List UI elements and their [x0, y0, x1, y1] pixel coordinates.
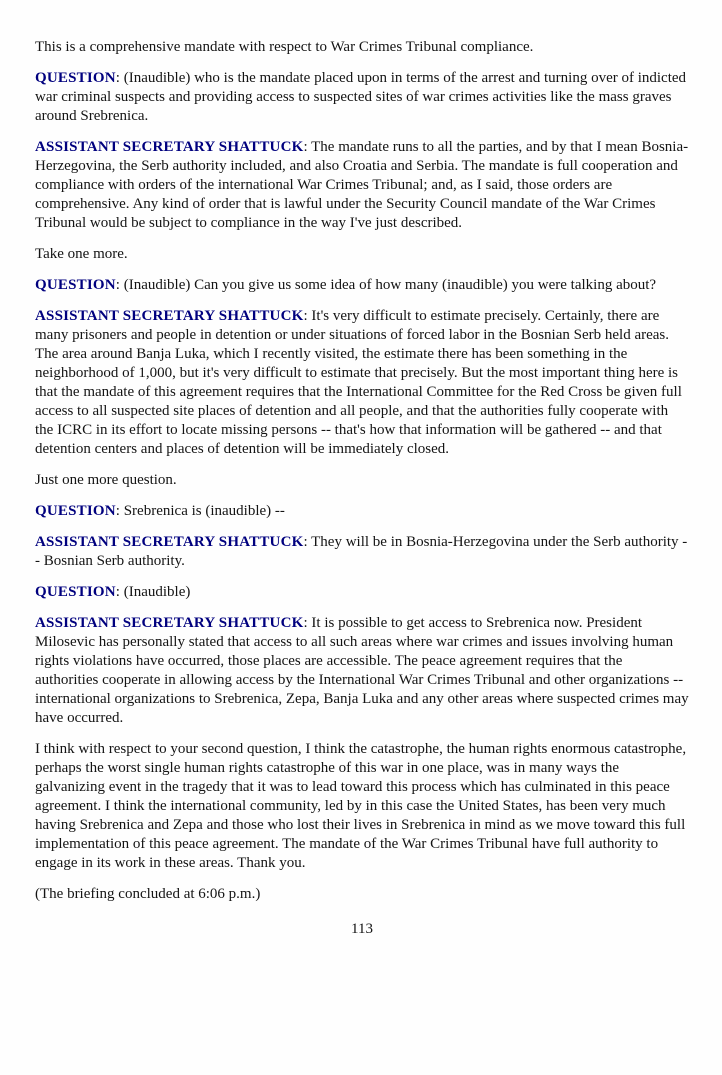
- page-number: 113: [351, 921, 373, 937]
- paragraph: [35, 583, 689, 602]
- paragraph: [35, 502, 689, 521]
- paragraph-text: : It's very difficult to estimate precisely. Certainly, there are many prisoners and people in detention or under situations of forced labor in the Bosnian Serb held areas. The area around Banja Luka, which I recently visited, the estimate there has been something in the neighborhood of 1,000, but it's very difficult to estimate that precisely. But the most important thing here is that the mandate of this agreement requires that the International Committee for the Red Cross be given full access to all suspected site places of detention and all people, and that the authorities fully cooperate with the ICRC in its effort to locate missing persons -- that's how that information will be gathered -- and that detention centers and places of detention will be immediately closed.: [35, 308, 682, 457]
- paragraph-text: : (Inaudible) Can you give us some idea of how many (inaudible) you were talking about?: [115, 277, 657, 293]
- speaker-label: ASSISTANT SECRETARY SHATTUCK: [35, 615, 304, 631]
- paragraph: [35, 885, 689, 904]
- paragraph-text: (The briefing concluded at 6:06 p.m.): [35, 886, 261, 902]
- paragraph: [35, 245, 689, 264]
- speaker-label: QUESTION: [35, 70, 116, 86]
- paragraph-text: Just one more question.: [35, 472, 177, 488]
- paragraph-text: : It is possible to get access to Srebrenica now. President Milosevic has personally stated that access to all such areas where war crimes and issues involving human rights violations have occurred, those places are accessible. The peace agreement requires that the authorities cooperate in allowing access by the International War Crimes Tribunal and other organizations -- international organizations to Srebrenica, Zepa, Banja Luka and any other areas where suspected crimes may have occurred.: [35, 615, 689, 726]
- paragraph-text: : They will be in Bosnia-Herzegovina under the Serb authority -- Bosnian Serb authority.: [35, 534, 688, 569]
- paragraph-text: This is a comprehensive mandate with respect to War Crimes Tribunal compliance.: [35, 39, 534, 55]
- paragraph-text: Take one more.: [35, 246, 128, 262]
- paragraph: [35, 471, 689, 490]
- paragraph-text: : Srebrenica is (inaudible) --: [115, 503, 285, 519]
- speaker-label: QUESTION: [35, 503, 116, 519]
- speaker-label: ASSISTANT SECRETARY SHATTUCK: [35, 308, 304, 324]
- paragraph: [35, 614, 689, 728]
- paragraph-text: I think with respect to your second question, I think the catastrophe, the human rights enormous catastrophe, perhaps the worst single human rights catastrophe of this war in one place, was in many ways the galvanizing event in the tragedy that it was to lead toward this process which has culminated in this peace agreement. I think the international community, led by in this case the United States, has been very much having Srebrenica and Zepa and those who lost their lives in Srebrenica in mind as we move toward this full implementation of this peace agreement. The mandate of the War Crimes Tribunal have full authority to engage in its work in these areas. Thank you.: [35, 741, 687, 871]
- paragraph: [35, 138, 689, 233]
- paragraph: [35, 276, 689, 295]
- paragraph: [35, 307, 689, 459]
- paragraph: [35, 38, 689, 57]
- paragraph-text: : The mandate runs to all the parties, and by that I mean Bosnia-Herzegovina, the Serb authority included, and also Croatia and Serbia. The mandate is full cooperation and compliance with orders of the international War Crimes Tribunal; and, as I said, those orders are comprehensive. Any kind of order that is lawful under the Security Council mandate of the War Crimes Tribunal would be subject to compliance in the way I've just described.: [35, 139, 689, 231]
- paragraph: [35, 69, 689, 126]
- speaker-label: QUESTION: [35, 584, 116, 600]
- paragraph: [35, 740, 689, 873]
- speaker-label: ASSISTANT SECRETARY SHATTUCK: [35, 139, 304, 155]
- speaker-label: ASSISTANT SECRETARY SHATTUCK: [35, 534, 304, 550]
- paragraph-text: : (Inaudible): [115, 584, 191, 600]
- speaker-label: QUESTION: [35, 277, 116, 293]
- paragraph: [35, 533, 689, 571]
- paragraph-text: : (Inaudible) who is the mandate placed upon in terms of the arrest and turning over of indicted war criminal suspects and providing access to suspected sites of war crimes activities like the mass graves around Srebrenica.: [35, 70, 687, 124]
